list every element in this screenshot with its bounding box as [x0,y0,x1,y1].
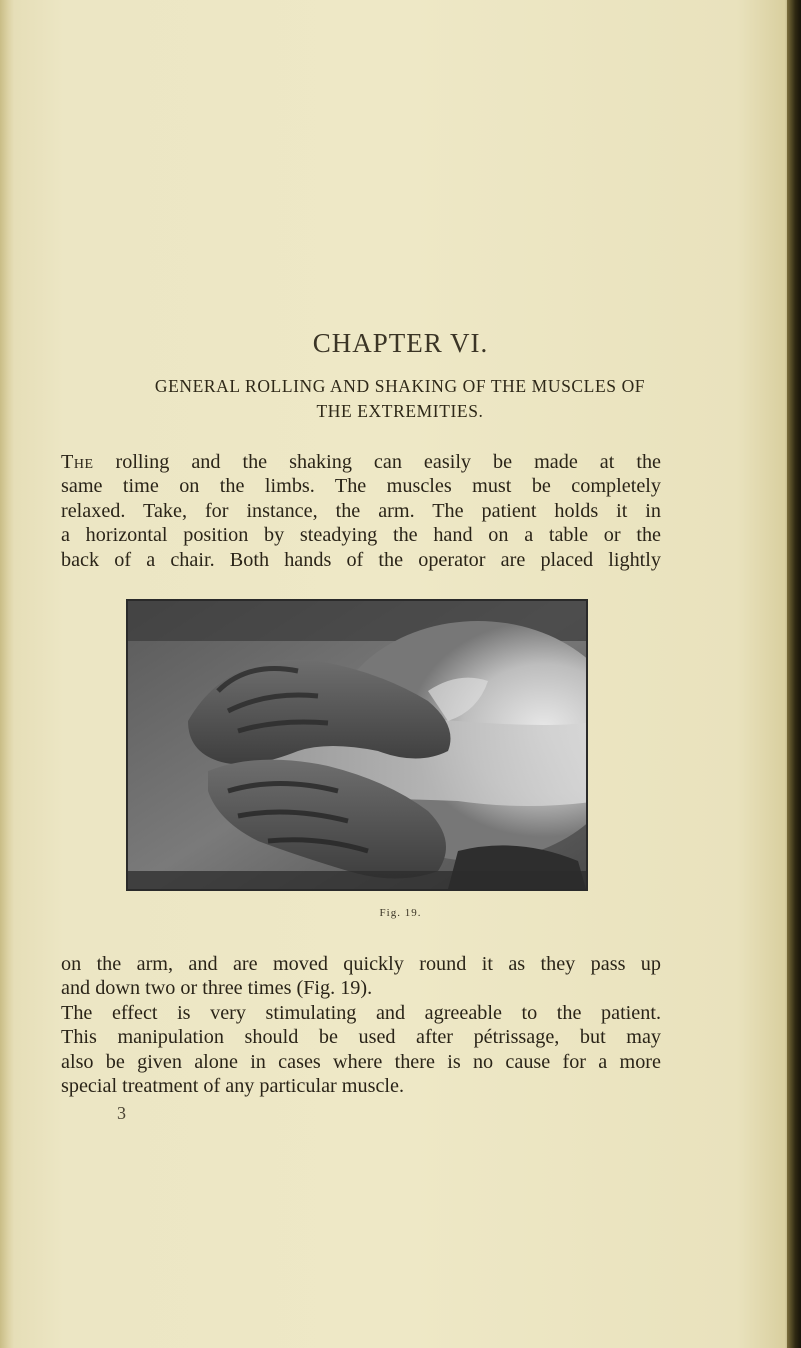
paragraph-line: The rolling and the shaking can easily be made at the [61,451,662,473]
section-title [60,374,740,424]
figure-photograph-hands-on-arm [128,601,586,889]
lead-word: The [61,451,94,473]
paragraph-2 [61,952,661,1001]
paragraph-3 [61,1001,661,1099]
paragraph-line: on the arm, and are moved quickly round it as they pass up [61,953,661,975]
paragraph-line: same time on the limbs. The muscles must be completely [61,475,661,498]
paragraph-line: also be given alone in cases where there is no cause for a more [61,1050,661,1073]
figure-illustration [128,601,586,889]
paragraph-line: relaxed. Take, for instance, the arm. The patient holds it in [61,499,661,522]
paragraph-line: The effect is very stimulating and agreeable to the patient. [61,1002,661,1024]
paragraph-line: back of a chair. Both hands of the operator are placed lightly [61,548,661,571]
page-binding-edge [787,0,801,1348]
chapter-heading: CHAPTER VI. [312,328,489,358]
paragraph-1 [61,450,661,572]
section-title-line-1: GENERAL ROLLING AND SHAKING OF THE MUSCLES OF [154,376,646,396]
paragraph-line: a horizontal position by steadying the hand on a table or the [61,524,661,547]
paragraph-line: This manipulation should be used after pétrissage, but may [61,1026,661,1049]
section-title-line-2: THE EXTREMITIES. [316,401,484,421]
page-left-edge [0,0,14,1348]
paragraph-line: special treatment of any particular muscle. [61,1075,405,1098]
page-number: 3 [117,1103,126,1123]
figure-caption: Fig. 19. [379,907,422,919]
paragraph-line: and down two or three times (Fig. 19). [61,977,373,1000]
